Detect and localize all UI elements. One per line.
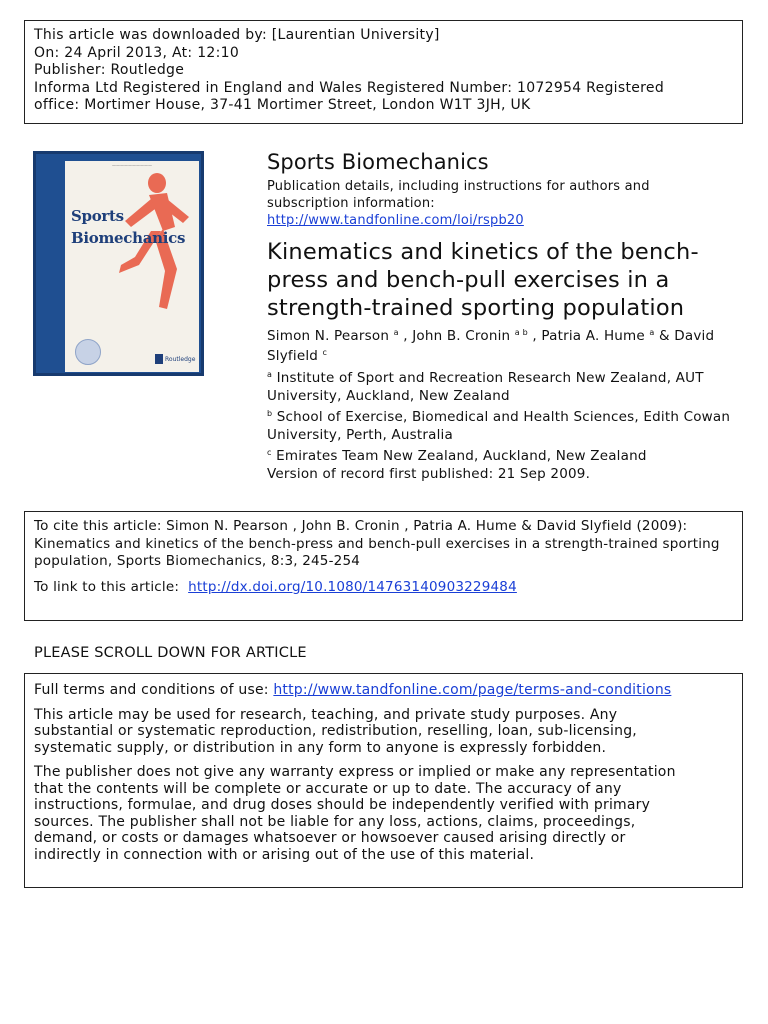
routledge-logo-icon bbox=[155, 354, 163, 364]
office-line: office: Mortimer House, 37-41 Mortimer Street, London W1T 3JH, UK bbox=[34, 97, 531, 113]
author-name: Simon N. Pearson bbox=[267, 328, 390, 344]
cite-text: Simon N. Pearson , John B. Cronin , Patria A. Hume & David Slyfield (2009): bbox=[166, 518, 688, 534]
publication-details bbox=[267, 178, 737, 229]
author-affiliation-mark: a bbox=[393, 328, 399, 337]
affiliation-text: University, Perth, Australia bbox=[267, 426, 453, 443]
title-line: press and bench-pull exercises in a bbox=[267, 267, 670, 293]
terms-paragraph-usage bbox=[34, 707, 733, 757]
affiliation-a bbox=[267, 370, 747, 405]
cite-text: population, Sports Biomechanics, 8:3, 245-254 bbox=[34, 553, 361, 569]
affiliation-mark: a bbox=[267, 370, 273, 379]
cite-label: To cite this article: bbox=[34, 518, 162, 534]
terms-paragraph-warranty bbox=[34, 764, 733, 863]
journal-url-link[interactable]: http://www.tandfonline.com/loi/rspb20 bbox=[267, 213, 524, 228]
author-affiliation-mark: a b bbox=[514, 328, 528, 337]
affiliation-b bbox=[267, 409, 747, 444]
author-affiliation-mark: a bbox=[649, 328, 655, 337]
terms-line: instructions, formulae, and drug doses should be independently verified with primary bbox=[34, 797, 651, 813]
cover-publisher: Routledge bbox=[165, 356, 196, 363]
cover-title-line: Biomechanics bbox=[71, 229, 186, 247]
terms-line: The publisher does not give any warranty express or implied or make any representation bbox=[34, 764, 676, 780]
terms-line: indirectly in connection with or arising out of the use of this material. bbox=[34, 846, 535, 863]
cite-text: Kinematics and kinetics of the bench-press and bench-pull exercises in a strength-trained sporting bbox=[34, 535, 720, 552]
scroll-notice: PLEASE SCROLL DOWN FOR ARTICLE bbox=[34, 645, 307, 661]
terms-label: Full terms and conditions of use: bbox=[34, 682, 269, 698]
terms-line: demand, or costs or damages whatsoever or howsoever caused arising directly or bbox=[34, 830, 626, 846]
affiliation-text: Emirates Team New Zealand, Auckland, New Zealand bbox=[276, 448, 647, 464]
download-line: This article was downloaded by: [Laurentian University] bbox=[34, 27, 440, 43]
cover-header-strip: —————————— bbox=[112, 163, 152, 168]
title-line: Kinematics and kinetics of the bench- bbox=[267, 239, 699, 265]
seal-icon bbox=[75, 339, 101, 365]
terms-line: systematic supply, or distribution in any form to anyone is expressly forbidden. bbox=[34, 739, 607, 756]
affiliation-mark: b bbox=[267, 409, 273, 418]
author-affiliation-mark: c bbox=[322, 348, 328, 357]
registration-line: Informa Ltd Registered in England and Wales Registered Number: 1072954 Registered bbox=[34, 79, 665, 96]
download-date: On: 24 April 2013, At: 12:10 bbox=[34, 44, 240, 61]
affiliation-mark: c bbox=[267, 448, 272, 457]
terms-link[interactable]: http://www.tandfonline.com/page/terms-and-conditions bbox=[273, 682, 672, 698]
citation-box bbox=[24, 511, 743, 621]
author-name: Patria A. Hume bbox=[541, 328, 645, 344]
publisher-line: Publisher: Routledge bbox=[34, 62, 185, 78]
cover-title-line: Sports bbox=[71, 207, 124, 225]
author-list: Simon N. Pearson $^a$ , John B. Cronin $^{a b}$ , Patria A. Hume $^a$ & David Slyfield $^c$ bbox=[267, 328, 715, 364]
details-line: Publication details, including instructions for authors and bbox=[267, 179, 650, 194]
runner-graphic-icon bbox=[105, 169, 195, 329]
cover-page bbox=[65, 161, 199, 372]
link-label: To link to this article: bbox=[34, 578, 180, 595]
terms-line: sources. The publisher shall not be liable for any loss, actions, claims, proceedings, bbox=[34, 813, 636, 830]
journal-cover-image bbox=[33, 151, 204, 376]
doi-link[interactable]: http://dx.doi.org/10.1080/14763140903229484 bbox=[188, 578, 517, 595]
author-name: David Slyfield bbox=[267, 328, 715, 364]
details-line: subscription information: bbox=[267, 196, 435, 211]
affiliation-text: School of Exercise, Biomedical and Health Sciences, Edith Cowan bbox=[276, 409, 731, 425]
author-name: John B. Cronin bbox=[412, 328, 511, 344]
terms-line: that the contents will be complete or accurate or up to date. The accuracy of any bbox=[34, 780, 622, 797]
cover-title bbox=[71, 205, 185, 249]
terms-line: substantial or systematic reproduction, redistribution, reselling, loan, sub-licensing, bbox=[34, 723, 637, 739]
version-record: Version of record first published: 21 Sep 2009. bbox=[267, 465, 591, 482]
journal-header bbox=[267, 148, 737, 229]
affiliation-text: University, Auckland, New Zealand bbox=[267, 387, 510, 404]
terms-box bbox=[24, 673, 743, 888]
article-title bbox=[267, 238, 747, 322]
affiliation-c bbox=[267, 448, 747, 483]
terms-line: This article may be used for research, teaching, and private study purposes. Any bbox=[34, 706, 618, 723]
download-info-box bbox=[24, 20, 743, 124]
journal-name: Sports Biomechanics bbox=[267, 150, 489, 174]
title-line: strength-trained sporting population bbox=[267, 295, 685, 321]
affiliation-text: Institute of Sport and Recreation Research New Zealand, AUT bbox=[276, 370, 704, 386]
